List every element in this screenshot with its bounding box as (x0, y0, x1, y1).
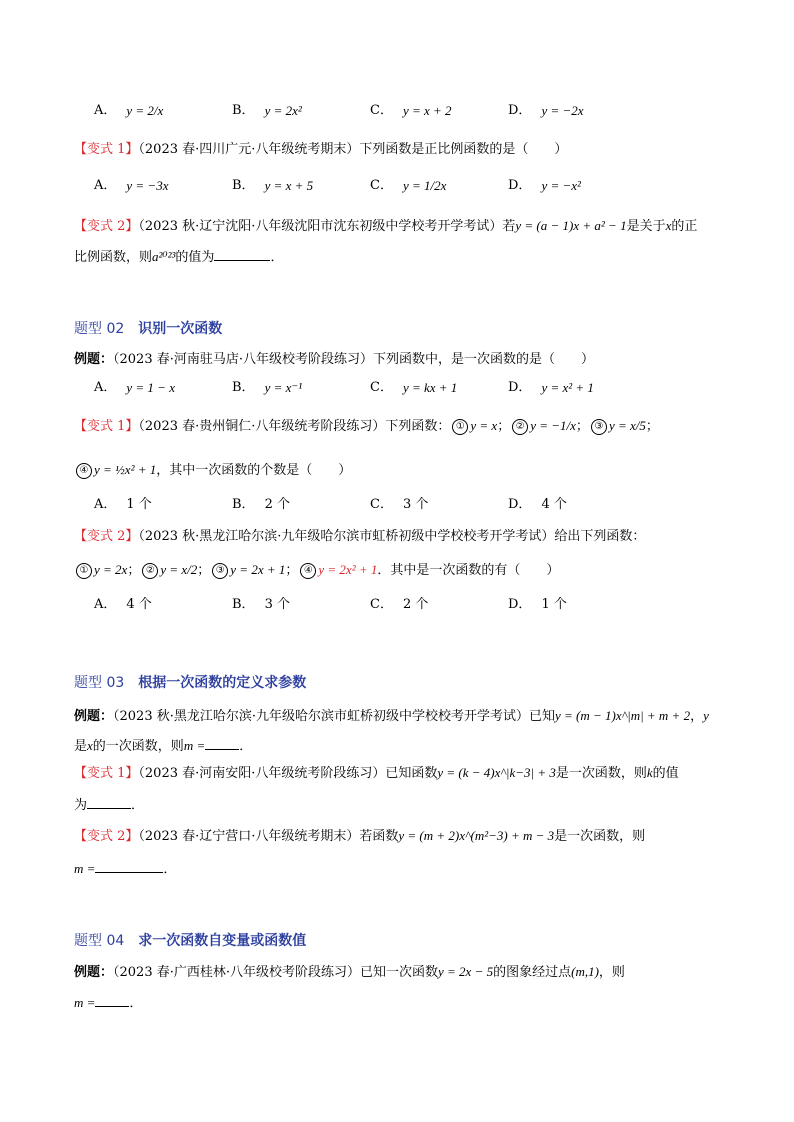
option-b-expr: y = x⁻¹ (264, 380, 303, 395)
variant-tag: 【变式 2】 (74, 829, 139, 844)
variant-2-options (94, 594, 646, 616)
variant-1-question-line-2: 为 ． (74, 794, 754, 816)
option-c-expr: y = kx + 1 (402, 380, 458, 395)
example-options (94, 377, 646, 399)
option-a[interactable]: A． 1 个 (94, 497, 152, 512)
variant-1-question (74, 140, 754, 160)
option-d[interactable]: D． y = −2x (508, 100, 646, 122)
answer-blank[interactable] (87, 794, 131, 809)
option-d-expr: y = −2x (541, 103, 584, 118)
option-d[interactable]: D． y = −x² (508, 175, 646, 197)
variant-2-question: 【变式 2】（2023 秋·黑龙江哈尔滨·九年级哈尔滨市虹桥初级中学校校考开学考试）给出下列函数： (74, 529, 646, 544)
answer-blank[interactable] (214, 246, 270, 261)
option-a[interactable]: A． y = 1 − x (94, 377, 232, 399)
equation: y = 2x − 5 (438, 964, 494, 979)
example-question-line-1: 例题：（2023 春·广西桂林·八年级校考阶段练习）已知一次函数y = 2x − 5的图象经过点(m,1)，则 (74, 964, 625, 980)
variant-tag: 【变式 1】 (74, 142, 139, 157)
answer-blank[interactable] (95, 858, 163, 873)
answer-blank[interactable] (95, 992, 129, 1007)
q0-options (94, 100, 646, 122)
variant-tag: 【变式 1】 (74, 419, 139, 434)
variant-tag: 【变式 1】 (74, 766, 139, 781)
option-d[interactable]: D． y = x² + 1 (508, 377, 646, 399)
example-question: 例题：（2023 春·河南驻马店·八年级校考阶段练习）下列函数中，是一次函数的是（ ） (74, 352, 594, 367)
option-b[interactable]: B． y = x⁻¹ (232, 377, 370, 399)
variant-2-question-line-1: 【变式 2】（2023 秋·辽宁沈阳·八年级沈阳市沈东初级中学校考开学考试）若y = (a − 1)x + a² − 1是关于x的正 (74, 218, 698, 234)
example-question-line-2: m = ． (74, 992, 754, 1014)
option-c[interactable]: C． 2 个 (370, 597, 429, 612)
option-b[interactable]: B． y = 2x² (232, 100, 370, 122)
answer-blank[interactable] (205, 735, 239, 750)
variant-1-options (94, 494, 646, 516)
option-c-expr: y = x + 2 (402, 103, 452, 118)
variant-2-question-line-2: 比例函数，则a²⁰²³的值为 ． (74, 246, 754, 268)
variant-2-question-line-1: 【变式 2】（2023 春·辽宁营口·八年级统考期末）若函数y = (m + 2)x^(m²−3) + m − 3是一次函数，则 (74, 828, 646, 844)
variant-2-functions: ① y = 2x； ② y = x/2； ③ y = 2x + 1； ④ y = 2x² + 1．其中是一次函数的有（ ） (74, 560, 754, 581)
option-c[interactable]: C． y = 1/2x (370, 175, 508, 197)
variant-1-question-line-2: ④ y = ½x² + 1，其中一次函数的个数是（ ） (74, 460, 754, 481)
variant-2-question-line-2: m = ． (74, 858, 754, 880)
option-d[interactable]: D． 4 个 (508, 497, 567, 512)
option-c[interactable]: C． y = x + 2 (370, 100, 508, 122)
option-c[interactable]: C． y = kx + 1 (370, 377, 508, 399)
variant-1-question: 【变式 1】（2023 春·贵州铜仁·八年级统考阶段练习）下列函数： ① y = x； ② y = −1/x； ③ y = x/5； (74, 418, 659, 434)
variant-text: （2023 春·四川广元·八年级统考期末）下列函数是正比例函数的是（ ） (138, 142, 568, 157)
equation: y = (m + 2)x^(m²−3) + m − 3 (398, 828, 555, 843)
variant-1-question-line-1: 【变式 1】（2023 春·河南安阳·八年级统考阶段练习）已知函数y = (k − 4)x^|k−3| + 3是一次函数，则k的值 (74, 765, 679, 781)
equation: a²⁰²³ (152, 249, 176, 264)
equation: y = (a − 1)x + a² − 1 (515, 218, 627, 233)
section-heading-03: 题型 03 根据一次函数的定义求参数 (74, 675, 307, 691)
option-a-expr: y = 2/x (126, 103, 164, 118)
option-b-expr: y = 2x² (264, 103, 302, 118)
equation: y = (m − 1)x^|m| + m + 2 (555, 708, 691, 723)
option-a-expr: y = 1 − x (126, 380, 175, 395)
section-heading-04: 题型 04 求一次函数自变量或函数值 (74, 933, 307, 949)
point: (m,1) (571, 964, 599, 979)
option-c-expr: y = 1/2x (402, 178, 447, 193)
option-a[interactable]: A． 4 个 (94, 597, 152, 612)
option-a[interactable]: A． y = 2/x (94, 100, 232, 122)
option-d[interactable]: D． 1 个 (508, 597, 567, 612)
option-b[interactable]: B． 3 个 (232, 597, 290, 612)
variant-1-options (94, 175, 646, 197)
option-d-expr: y = x² + 1 (541, 380, 594, 395)
section-heading-02: 题型 02 识别一次函数 (74, 321, 223, 337)
option-d-expr: y = −x² (541, 178, 581, 193)
option-b[interactable]: B． y = x + 5 (232, 175, 370, 197)
option-a[interactable]: A． y = −3x (94, 175, 232, 197)
equation: y = (k − 4)x^|k−3| + 3 (437, 765, 556, 780)
variant-tag: 【变式 2】 (74, 529, 139, 544)
option-a-expr: y = −3x (126, 178, 169, 193)
option-b[interactable]: B． 2 个 (232, 497, 290, 512)
variant-tag: 【变式 2】 (74, 219, 139, 234)
example-question-line-1: 例题：（2023 秋·黑龙江哈尔滨·九年级哈尔滨市虹桥初级中学校校考开学考试）已知y = (m − 1)x^|m| + m + 2，y (74, 708, 709, 724)
example-question-line-2: 是x的一次函数，则m = ． (74, 735, 754, 757)
option-c[interactable]: C． 3 个 (370, 497, 429, 512)
option-b-expr: y = x + 5 (264, 178, 314, 193)
highlighted-function: y = 2x² + 1 (318, 562, 378, 577)
